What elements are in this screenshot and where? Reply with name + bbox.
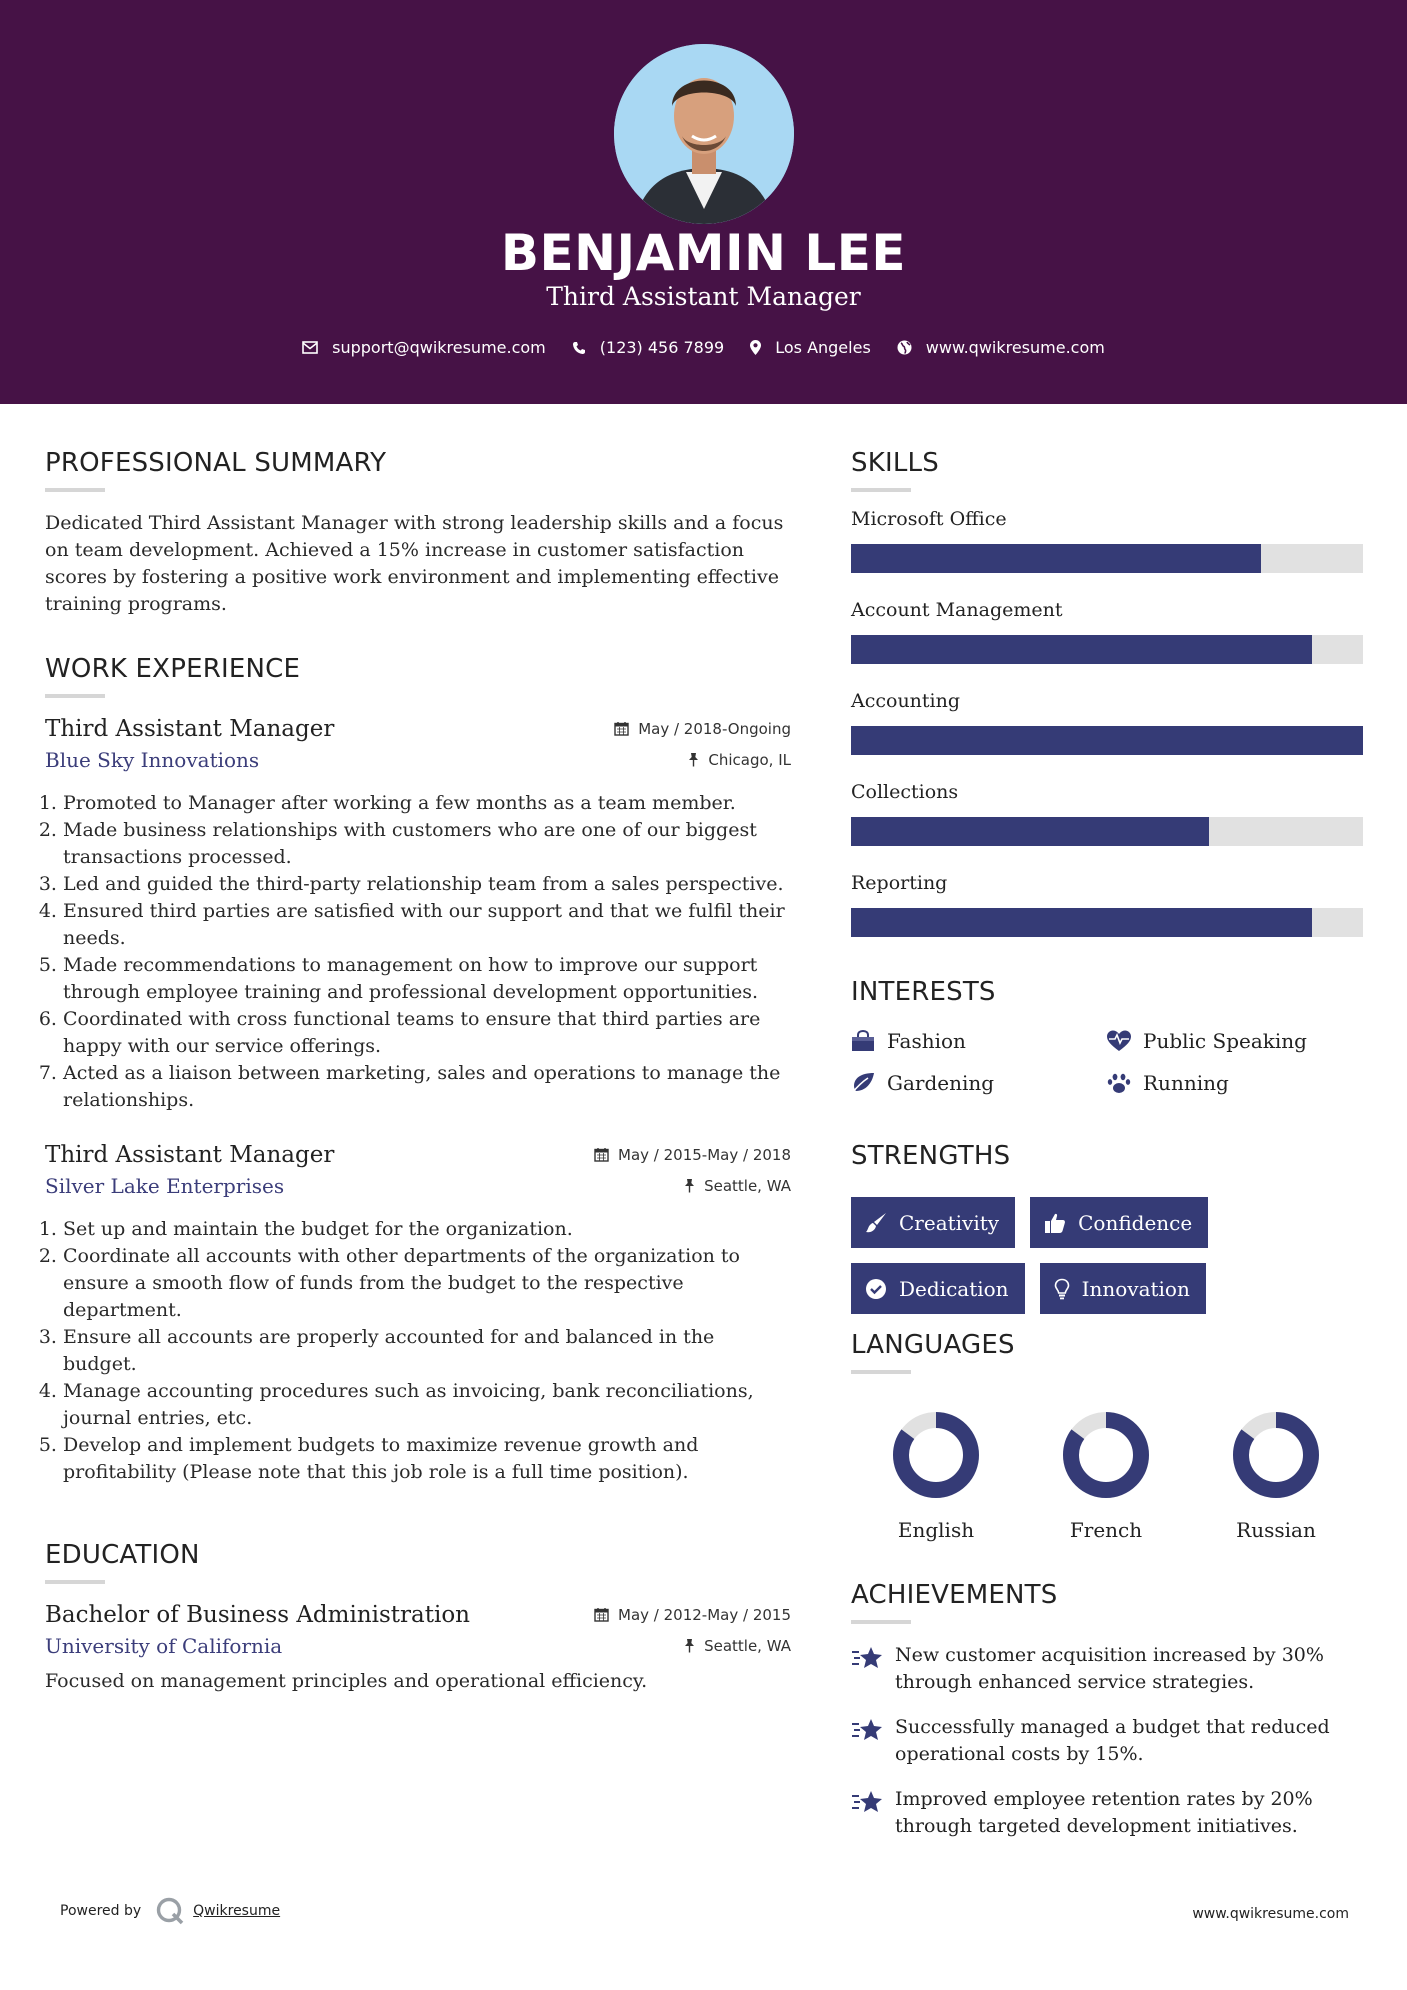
interest-item: Gardening <box>851 1071 1107 1095</box>
language-item <box>1021 1410 1191 1542</box>
section-heading: PROFESSIONAL SUMMARY <box>45 448 387 478</box>
skill-item <box>851 872 1363 937</box>
skill-bar-fill <box>851 908 1312 937</box>
candidate-name: BENJAMIN LEE <box>500 224 907 282</box>
job-title: Third Assistant Manager <box>45 716 335 742</box>
paw-icon <box>1107 1072 1131 1094</box>
job-entry <box>45 716 791 1114</box>
list-item: 7. Acted as a liaison between marketing, sales and operations to manage the relationships. <box>63 1060 791 1114</box>
strength-tag: Dedication <box>851 1263 1025 1314</box>
education-location: Seattle, WA <box>684 1637 791 1655</box>
language-donut <box>1061 1410 1151 1500</box>
qwikresume-logo-icon <box>155 1896 185 1926</box>
shooting-star-icon <box>851 1644 885 1672</box>
summary-text: Dedicated Third Assistant Manager with strong leadership skills and a focus on team development. Achieved a 15% increase in customer satisfaction scores by fostering a positive work environment and implementing effective training programs. <box>45 512 784 615</box>
shooting-star-icon <box>851 1788 885 1816</box>
company-name: Silver Lake Enterprises <box>45 1174 285 1198</box>
phone-icon <box>572 341 586 355</box>
interests-section <box>851 977 1363 1095</box>
skill-item <box>851 508 1363 573</box>
languages-section <box>851 1330 1363 1542</box>
education-section <box>45 1540 791 1695</box>
pin-icon <box>684 1178 695 1193</box>
section-divider <box>851 488 911 492</box>
skill-label: Collections <box>851 781 959 803</box>
job-title: Third Assistant Manager <box>45 1142 335 1168</box>
shooting-star-icon <box>851 1716 885 1744</box>
section-heading: EDUCATION <box>45 1540 200 1570</box>
list-item: 3. Led and guided the third-party relationship team from a sales perspective. <box>63 871 791 898</box>
list-item: 6. Coordinated with cross functional teams to ensure that third parties are happy with our service offerings. <box>63 1006 791 1060</box>
list-item: 2. Coordinate all accounts with other departments of the organization to ensure a smooth flow of funds from the budget to the respective department. <box>63 1243 791 1324</box>
list-item: 5. Develop and implement budgets to maximize revenue growth and profitability (Please note that this job role is a full time position). <box>63 1432 791 1486</box>
contact-phone[interactable] <box>572 338 724 357</box>
left-column <box>45 448 791 1695</box>
brand-link[interactable]: Qwikresume <box>193 1903 281 1919</box>
candidate-title: Third Assistant Manager <box>546 282 861 311</box>
list-item: 4. Manage accounting procedures such as invoicing, bank reconciliations, journal entries, etc. <box>63 1378 791 1432</box>
email-text: support@qwikresume.com <box>332 338 546 357</box>
language-item <box>1191 1410 1361 1542</box>
list-item: 4. Ensured third parties are satisfied with our support and that we fulfil their needs. <box>63 898 791 952</box>
skill-bar-fill <box>851 726 1363 755</box>
contact-website[interactable] <box>897 338 1105 357</box>
language-item <box>851 1410 1021 1542</box>
check-circle-icon <box>865 1278 887 1300</box>
job-date: May / 2018-Ongoing <box>614 720 791 738</box>
skill-bar <box>851 817 1363 846</box>
resume-header <box>0 0 1407 404</box>
company-name: Blue Sky Innovations <box>45 748 260 772</box>
achievements-section <box>851 1580 1363 1840</box>
website-text: www.qwikresume.com <box>925 338 1105 357</box>
pin-icon <box>684 1638 695 1653</box>
lightbulb-icon <box>1054 1278 1070 1300</box>
heartbeat-icon <box>1107 1030 1131 1052</box>
profile-photo <box>614 44 794 224</box>
school-name: University of California <box>45 1634 283 1658</box>
list-item: 2. Made business relationships with customers who are one of our biggest transactions processed. <box>63 817 791 871</box>
list-item: 3. Ensure all accounts are properly accounted for and balanced in the budget. <box>63 1324 791 1378</box>
powered-by-text: Powered by <box>60 1903 142 1919</box>
interest-item: Fashion <box>851 1029 1107 1053</box>
list-item: 5. Made recommendations to management on how to improve our support through employee training and professional development opportunities. <box>63 952 791 1006</box>
section-divider <box>45 1580 105 1584</box>
duty-list <box>45 790 791 1114</box>
location-text: Los Angeles <box>775 338 871 357</box>
language-label: Russian <box>1236 1518 1316 1542</box>
skill-bar <box>851 726 1363 755</box>
paint-brush-icon <box>865 1212 887 1234</box>
achievement-item: Improved employee retention rates by 20% through targeted development initiatives. <box>851 1786 1363 1840</box>
list-item: 1. Set up and maintain the budget for the organization. <box>63 1216 791 1243</box>
skill-bar <box>851 544 1363 573</box>
pin-icon <box>688 752 699 767</box>
education-entry <box>45 1602 791 1695</box>
phone-text: (123) 456 7899 <box>599 338 725 357</box>
achievement-item: New customer acquisition increased by 30% through enhanced service strategies. <box>851 1642 1363 1696</box>
duty-list <box>45 1216 791 1486</box>
section-divider <box>45 694 105 698</box>
language-label: English <box>897 1518 975 1542</box>
interest-item: Public Speaking <box>1107 1029 1363 1053</box>
education-description: Focused on management principles and operational efficiency. <box>45 1670 648 1692</box>
envelope-icon <box>302 341 318 354</box>
skill-label: Reporting <box>851 872 948 894</box>
contact-bar <box>0 338 1407 357</box>
job-entry <box>45 1142 791 1486</box>
skill-bar <box>851 635 1363 664</box>
job-date: May / 2015-May / 2018 <box>594 1146 791 1164</box>
professional-summary-section <box>45 448 791 618</box>
section-heading: INTERESTS <box>851 977 996 1007</box>
section-heading: ACHIEVEMENTS <box>851 1580 1058 1610</box>
skills-section <box>851 448 1363 937</box>
calendar-icon <box>614 721 629 736</box>
job-location: Seattle, WA <box>684 1177 791 1195</box>
section-heading: LANGUAGES <box>851 1330 1015 1360</box>
strengths-section <box>851 1141 1363 1314</box>
contact-location <box>750 338 871 357</box>
footer-powered-by <box>60 1896 280 1926</box>
globe-icon <box>897 340 912 355</box>
skill-bar <box>851 908 1363 937</box>
skill-label: Accounting <box>851 690 961 712</box>
skill-item <box>851 781 1363 846</box>
section-divider <box>851 1620 911 1624</box>
right-column <box>851 448 1363 1840</box>
contact-email[interactable] <box>302 338 546 357</box>
leaf-icon <box>851 1072 875 1094</box>
strength-tag: Confidence <box>1030 1197 1208 1248</box>
skill-bar-fill <box>851 544 1261 573</box>
calendar-icon <box>594 1607 609 1622</box>
education-date: May / 2012-May / 2015 <box>594 1606 791 1624</box>
language-donut <box>1231 1410 1321 1500</box>
shopping-bag-icon <box>851 1030 875 1052</box>
skill-label: Microsoft Office <box>851 508 1007 530</box>
skill-item <box>851 690 1363 755</box>
language-donut <box>891 1410 981 1500</box>
section-divider <box>45 488 105 492</box>
map-marker-icon <box>750 340 761 355</box>
footer-website[interactable]: www.qwikresume.com <box>1192 1906 1349 1922</box>
strength-tag: Innovation <box>1040 1263 1206 1314</box>
skill-bar-fill <box>851 817 1209 846</box>
skill-label: Account Management <box>851 599 1063 621</box>
thumbs-up-icon <box>1044 1212 1066 1234</box>
section-divider <box>851 1370 911 1374</box>
degree-title: Bachelor of Business Administration <box>45 1602 470 1628</box>
section-heading: SKILLS <box>851 448 939 478</box>
achievement-item: Successfully managed a budget that reduced operational costs by 15%. <box>851 1714 1363 1768</box>
calendar-icon <box>594 1147 609 1162</box>
skill-bar-fill <box>851 635 1312 664</box>
job-location: Chicago, IL <box>688 751 791 769</box>
work-experience-section <box>45 654 791 1486</box>
strength-tag: Creativity <box>851 1197 1015 1248</box>
skill-item <box>851 599 1363 664</box>
section-heading: STRENGTHS <box>851 1141 1011 1171</box>
language-label: French <box>1069 1518 1143 1542</box>
interest-item: Running <box>1107 1071 1363 1095</box>
list-item: 1. Promoted to Manager after working a few months as a team member. <box>63 790 791 817</box>
section-heading: WORK EXPERIENCE <box>45 654 301 684</box>
